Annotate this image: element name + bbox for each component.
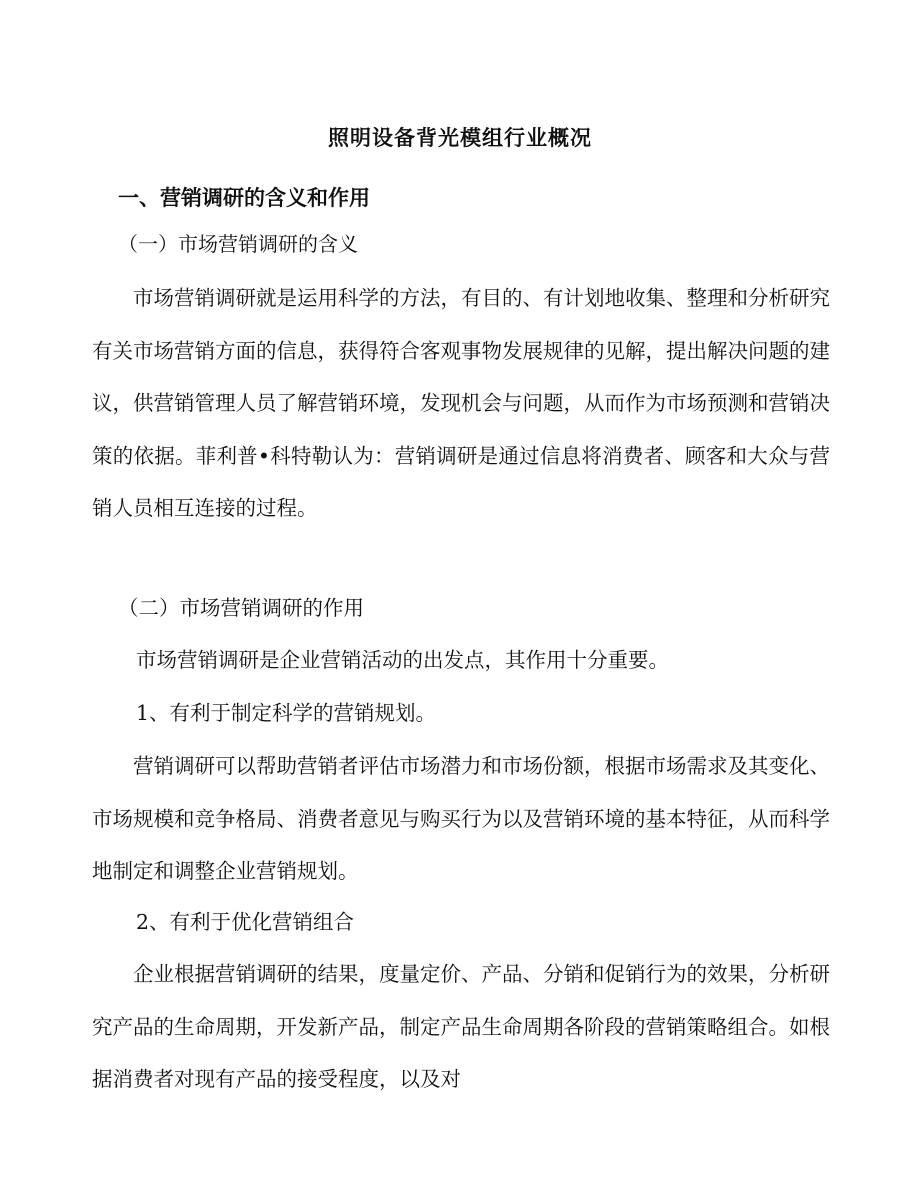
paragraph-item-1: 营销调研可以帮助营销者评估市场潜力和市场份额，根据市场需求及其变化、市场规模和竞争格局、消费者意见与购买行为以及营销环境的基本特征，从而科学地制定和调整企业营销规划。 [92,754,830,883]
paragraph-role-intro: 市场营销调研是企业营销活动的出发点，其作用十分重要。 [136,648,669,672]
document-title: 照明设备背光模组行业概况 [328,125,592,150]
paragraph-item-2: 企业根据营销调研的结果，度量定价、产品、分销和促销行为的效果，分析研究产品的生命周期，开发新产品，制定产品生命周期各阶段的营销策略组合。如根据消费者对现有产品的接受程度，以及对 [92,962,830,1091]
item-heading-1: 1、有利于制定科学的营销规划。 [136,701,437,725]
subsection-heading-1: （一）市场营销调研的含义 [118,232,358,256]
paragraph-definition: 市场营销调研就是运用科学的方法，有目的、有计划地收集、整理和分析研究有关市场营销方面的信息，获得符合客观事物发展规律的见解，提出解决问题的建议，供营销管理人员了解营销环境，发现机会与问题，从而作为市场预测和营销决策的依据。菲利普•科特勒认为：营销调研是通过信息将消费者、顾客和大众与营销人员相互连接的过程。 [92,286,830,520]
subsection-heading-2: （二）市场营销调研的作用 [118,596,364,620]
item-heading-2: 2、有利于优化营销组合 [136,910,355,934]
section-heading-1: 一、营销调研的含义和作用 [118,185,370,210]
